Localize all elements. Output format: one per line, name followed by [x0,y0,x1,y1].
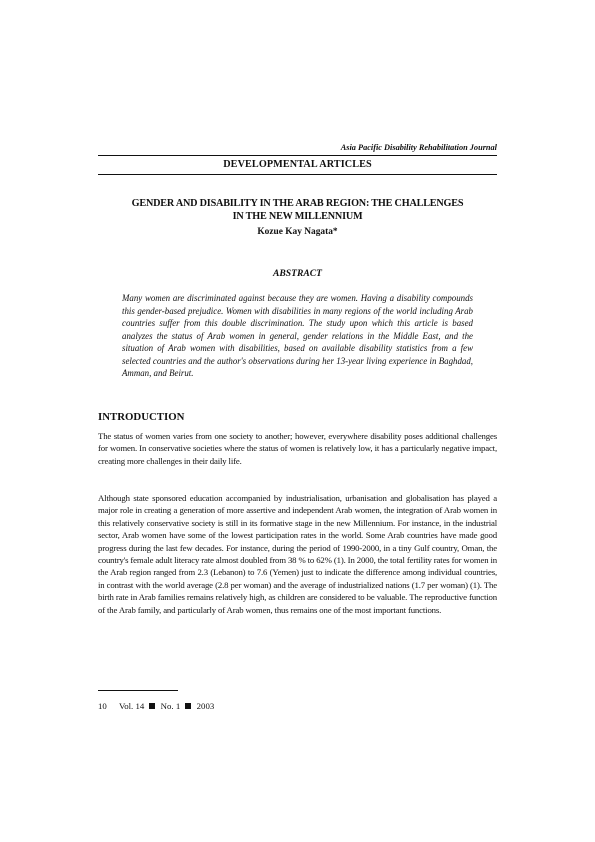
year-label: 2003 [196,700,215,711]
section-rule [98,174,497,175]
journal-name: Asia Pacific Disability Rehabilitation Journal [340,143,497,152]
footer-rule [98,690,178,691]
square-bullet-icon [185,703,191,709]
body-paragraph-1: The status of women varies from one society to another; however, everywhere disability poses additional challenges for women. In conservative societies where the status of women is relatively low, it has a particularly negative impact, creating more challenges in their daily life. [98,431,497,466]
article-title-line-2: IN THE NEW MILLENNIUM [232,211,363,222]
article-title [98,197,497,223]
abstract-text: Many women are discriminated against because they are women. Having a disability compounds this gender-based prejudice. Women with disabilities in many regions of the world including Arab countries suffer from this double discrimination. The study upon which this article is based analyzes the status of Arab women in general, gender relations in the Middle East, and the situation of Arab women with disabilities, based on available disability statistics from a few selected countries and the author's observations during her 13-year living experience in Baghdad, Amman, and Beirut. [122,293,473,378]
article-author: Kozue Kay Nagata* [257,227,338,237]
body-paragraph-2: Although state sponsored education accompanied by industrialisation, urbanisation and globalisation has played a major role in creating a generation of more assertive and independent Arab women, the integration of Arab women in this relatively conservative society is still in its formative stage in the new Millennium. For instance, in the industrial sector, Arab women have some of the lowest participation rates in the world. Some Arab countries have made good progress during the last few decades. For instance, during the period of 1990-2000, in a tiny Gulf country, Oman, the country's female adult literacy rate almost doubled from 38 % to 62% (1). In 2000, the total fertility rates for women in the Arab region ranged from 2.3 (Lebanon) to 7.6 (Yemen) just to indicate the difference among individual countries, in contrast with the world average (2.8 per woman) and the average of industrialized nations (1.7 per woman) (1). The birth rate in Arab families remains relatively high, as children are considered to be valuable. The reproductive function of the Arab family, and particularly of Arab women, thus remains one of the most important functions. [98,493,497,615]
article-title-line-1: GENDER AND DISABILITY IN THE ARAB REGION: THE CHALLENGES [131,198,464,209]
section-heading: DEVELOPMENTAL ARTICLES [223,159,372,170]
abstract-heading: ABSTRACT [272,268,323,279]
issue-label: No. 1 [160,700,181,711]
introduction-heading: INTRODUCTION [98,411,185,423]
page-footer [98,700,214,711]
header-rule [98,155,497,156]
volume-label: Vol. 14 [119,700,145,711]
square-bullet-icon [149,703,155,709]
page-number: 10 [98,700,107,711]
